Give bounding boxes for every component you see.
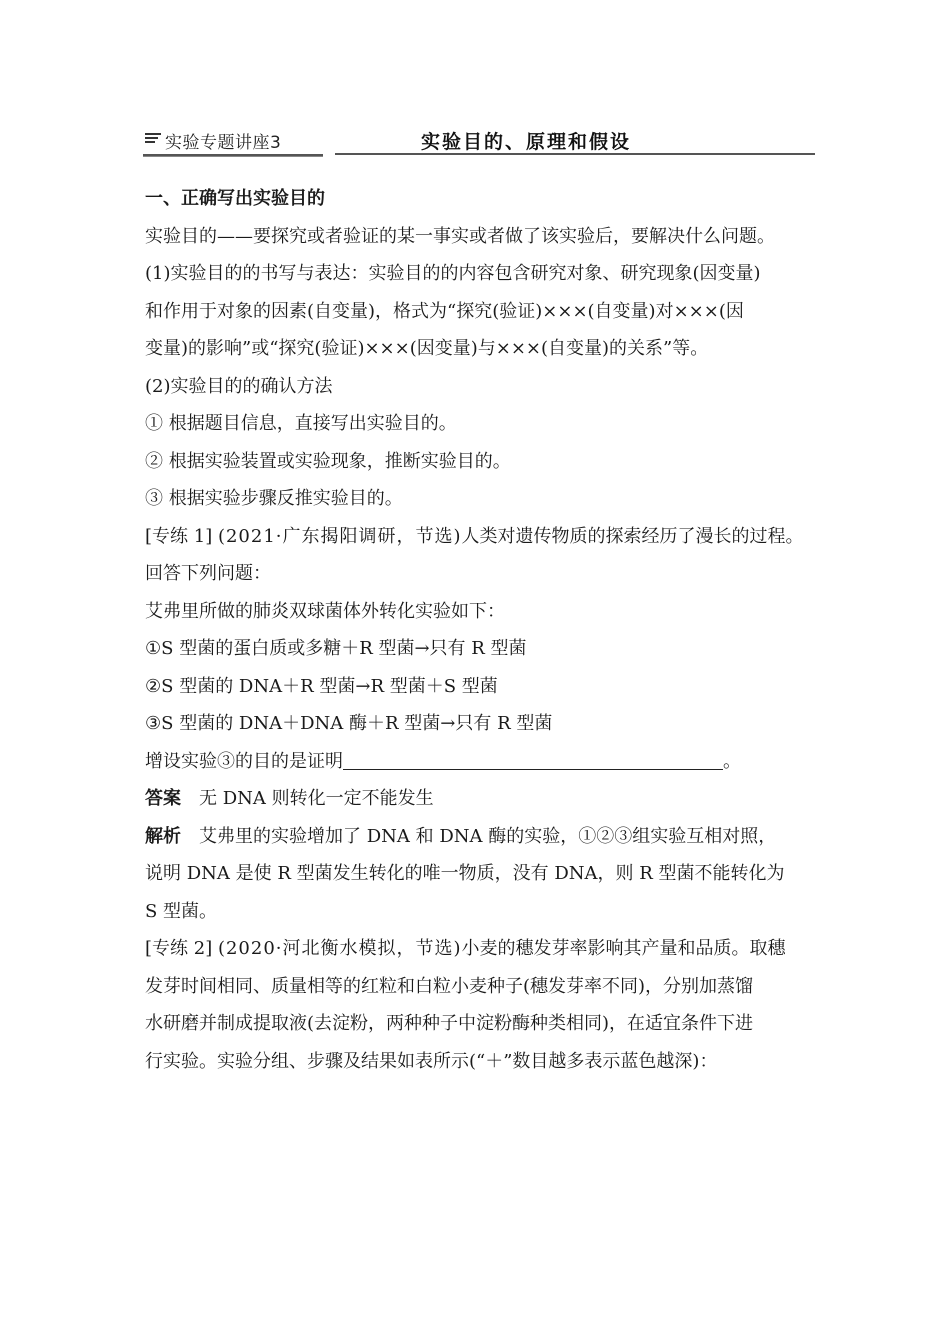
question-prefix: 增设实验③的目的是证明 — [145, 750, 343, 772]
paragraph-line: 行实验。实验分组、步骤及结果如表所示(“＋”数目越多表示蓝色越深)： — [145, 1050, 718, 1072]
exercise-1-intro — [145, 518, 825, 556]
exercise-tag: [专练 2] — [145, 938, 213, 959]
question-line — [145, 743, 825, 781]
paragraph-line: 艾弗里所做的肺炎双球菌体外转化实验如下： — [145, 600, 505, 622]
paragraph-line: (2)实验目的的确认方法 — [145, 375, 333, 397]
paragraph-line: 和作用于对象的因素(自变量)，格式为“探究(验证)×××(自变量)对×××(因 — [145, 300, 744, 322]
tag-underline — [143, 156, 323, 157]
section-heading: 一、正确写出实验目的 — [145, 188, 325, 209]
paragraph-line: (1)实验目的的书写与表达：实验目的的内容包含研究对象、研究现象(因变量) — [145, 263, 761, 284]
analysis-line — [145, 818, 825, 856]
exercise-source: (2020·河北衡水模拟，节选) — [217, 938, 462, 959]
exercise-2-intro — [145, 930, 825, 968]
exercise-text: 人类对遗传物质的探索经历了漫长的过程。 — [461, 525, 804, 547]
answer-blank[interactable] — [343, 747, 723, 770]
paragraph-line: 发芽时间相同、质量相等的红粒和白粒小麦种子(穗发芽率不同)，分别加蒸馏 — [145, 975, 754, 997]
exercise-source: (2021·广东揭阳调研，节选) — [217, 525, 462, 547]
page-header — [143, 126, 815, 156]
stripes-icon — [145, 133, 161, 147]
analysis-text: 艾弗里的实验增加了 DNA 和 DNA 酶的实验，①②③组实验互相对照， — [199, 825, 777, 847]
paragraph-line: ① 根据题目信息，直接写出实验目的。 — [145, 413, 457, 434]
paragraph-line: ③ 根据实验步骤反推实验目的。 — [145, 488, 403, 509]
lecture-tag-text: 实验专题讲座3 — [165, 133, 282, 153]
paragraph-line: ② 根据实验装置或实验现象，推断实验目的。 — [145, 450, 511, 472]
exercise-tag: [专练 1] — [145, 525, 213, 547]
answer-text: 无 DNA 则转化一定不能发生 — [199, 788, 434, 809]
question-suffix: 。 — [723, 750, 741, 772]
paragraph-line: ③S 型菌的 DNA＋DNA 酶＋R 型菌→只有 R 型菌 — [145, 713, 553, 734]
answer-line — [145, 780, 825, 818]
lecture-tag — [143, 126, 323, 156]
paragraph-line: ②S 型菌的 DNA＋R 型菌→R 型菌＋S 型菌 — [145, 675, 498, 697]
paragraph-line: ①S 型菌的蛋白质或多糖＋R 型菌→只有 R 型菌 — [145, 638, 527, 659]
paragraph-line: 水研磨并制成提取液(去淀粉，两种种子中淀粉酶种类相同)，在适宜条件下进 — [145, 1013, 754, 1034]
page-title: 实验目的、原理和假设 — [421, 131, 632, 153]
paragraph-line: 说明 DNA 是使 R 型菌发生转化的唯一物质，没有 DNA，则 R 型菌不能转化为 — [145, 863, 785, 884]
analysis-label: 解析 — [145, 825, 181, 847]
paragraph-line: 回答下列问题： — [145, 563, 271, 584]
answer-label: 答案 — [145, 788, 181, 809]
paragraph-line: 实验目的——要探究或者验证的某一事实或者做了该实验后，要解决什么问题。 — [145, 225, 775, 247]
document-body — [145, 180, 825, 1080]
paragraph-line: S 型菌。 — [145, 900, 218, 922]
paragraph-line: 变量)的影响”或“探究(验证)×××(因变量)与×××(自变量)的关系”等。 — [145, 338, 709, 359]
exercise-text: 小麦的穗发芽率影响其产量和品质。取穗 — [461, 938, 786, 959]
